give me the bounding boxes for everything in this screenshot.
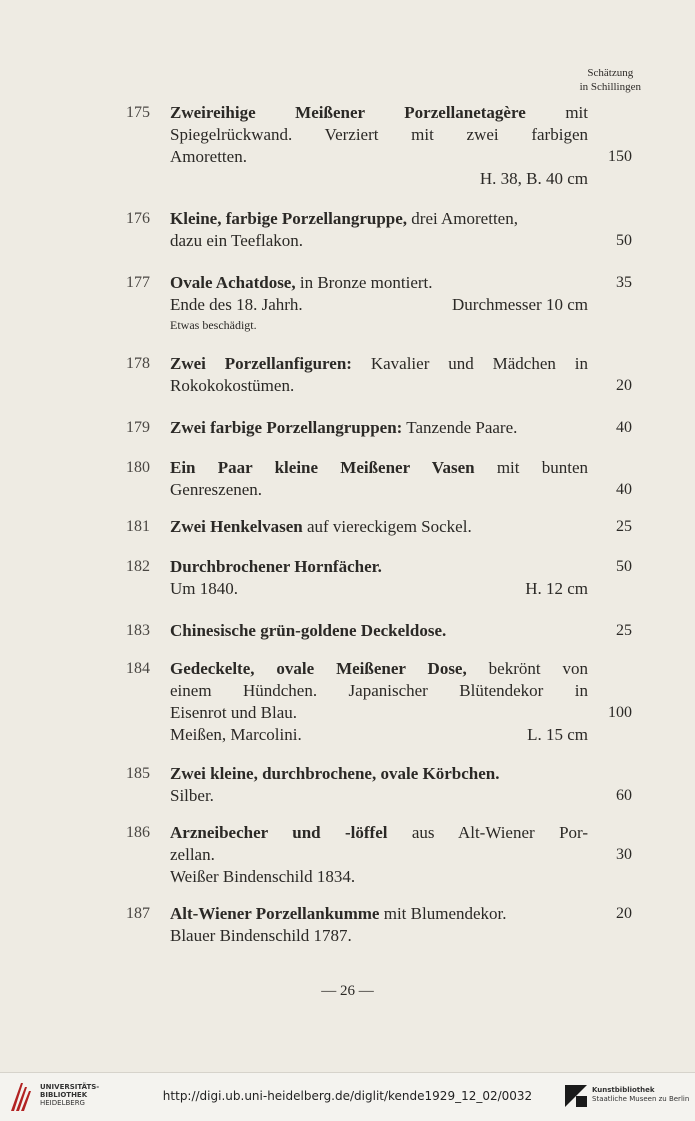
- entry-title: Kleine, farbige Porzellangruppe,: [170, 209, 408, 228]
- entry-price: 20: [616, 905, 632, 922]
- entry-price: 50: [616, 558, 632, 575]
- kunstbibliothek-logo-icon: [565, 1085, 587, 1107]
- entry-title: Durchbrochener Hornfächer.: [170, 557, 382, 576]
- entry-title: Zwei Porzellanfiguren:: [170, 354, 352, 373]
- entry-description: Genreszenen.: [170, 480, 263, 499]
- entry-title: Zwei kleine, durchbrochene, ovale Körbchen.: [170, 764, 500, 783]
- entry-number: 176: [126, 210, 150, 227]
- entry-title: Ovale Achatdose,: [170, 273, 296, 292]
- entry-number: 182: [126, 558, 150, 575]
- page-number: — 26 —: [321, 983, 374, 999]
- entry-dimensions: L. 15 cm: [527, 725, 588, 744]
- ub-line-2: BIBLIOTHEK: [40, 1091, 88, 1099]
- entry-number: 177: [126, 274, 150, 291]
- entry-number: 175: [126, 104, 150, 121]
- entry-text: aus Alt-Wiener Por-: [387, 823, 588, 842]
- entry-price: 40: [616, 481, 632, 498]
- entry-title-line: [170, 516, 588, 538]
- entry-title-line: [170, 457, 588, 479]
- entry-price: 100: [608, 704, 632, 721]
- entry-price: 25: [616, 518, 632, 535]
- kunstbibliothek-name: [592, 1086, 689, 1104]
- entry-text: mit: [525, 103, 588, 122]
- entry-mark: Blauer Bindenschild 1787.: [170, 926, 352, 945]
- entry-price: 60: [616, 787, 632, 804]
- entry-title-line: [170, 658, 588, 680]
- entry-title-line: [170, 272, 588, 294]
- digitization-footer: [0, 1072, 695, 1121]
- entry-number: 179: [126, 419, 150, 436]
- entry-number: 181: [126, 518, 150, 535]
- header-line-1: Schätzung: [587, 67, 634, 79]
- entry-text: drei Amoretten,: [407, 209, 518, 228]
- entry-title: Arzneibecher und -löffel: [170, 823, 388, 842]
- entry-text: mit bunten: [474, 458, 588, 477]
- entry-text: bekrönt von: [466, 659, 588, 678]
- entry-price: 35: [616, 274, 632, 291]
- entry-number: 186: [126, 824, 150, 841]
- entry-description: Eisenrot und Blau.: [170, 703, 298, 722]
- header-line-2: in Schillingen: [579, 81, 641, 93]
- permalink-url[interactable]: http://digi.ub.uni-heidelberg.de/diglit/kende1929_12_02/0032: [162, 1089, 533, 1103]
- entry-text: mit Blumendekor.: [379, 904, 507, 923]
- price-column-header: [580, 66, 641, 94]
- entry-date: Ende des 18. Jahrh.: [170, 295, 303, 314]
- entry-title: Ein Paar kleine Meißener Vasen: [170, 458, 475, 477]
- entry-title: Chinesische grün-goldene Deckeldose.: [170, 621, 447, 640]
- entry-description: Amoretten.: [170, 147, 247, 166]
- entry-dimensions: H. 12 cm: [525, 579, 588, 598]
- entry-number: 187: [126, 905, 150, 922]
- entry-title: Zwei farbige Porzellangruppen:: [170, 418, 403, 437]
- entry-title-line: [170, 822, 588, 844]
- entry-number: 178: [126, 355, 150, 372]
- entry-title-line: [170, 102, 588, 124]
- entry-description: dazu ein Teeflakon.: [170, 231, 304, 250]
- entry-number: 185: [126, 765, 150, 782]
- entry-number: 180: [126, 459, 150, 476]
- ub-line-3: HEIDELBERG: [40, 1099, 85, 1107]
- entry-origin: Meißen, Marcolini.: [170, 725, 302, 744]
- entry-description: einem Hündchen. Japanischer Blütendekor in: [170, 681, 588, 700]
- entry-title-line: [170, 903, 588, 925]
- entry-description: zellan.: [170, 845, 215, 864]
- entry-text: auf viereckigem Sockel.: [302, 517, 472, 536]
- ub-line-1: UNIVERSITÄTS-: [40, 1083, 100, 1091]
- entry-number: 184: [126, 660, 150, 677]
- entry-mark: Weißer Bindenschild 1834.: [170, 867, 356, 886]
- entry-condition-note: Etwas beschädigt.: [170, 318, 257, 332]
- entry-title: Gedeckelte, ovale Meißener Dose,: [170, 659, 467, 678]
- entry-title-line: [170, 208, 588, 230]
- entry-title-line: [170, 417, 588, 439]
- kb-line-1: Kunstbibliothek: [592, 1086, 655, 1094]
- kb-line-2: Staatliche Museen zu Berlin: [592, 1095, 690, 1103]
- entry-price: 30: [616, 846, 632, 863]
- entry-dimensions: Durchmesser 10 cm: [452, 295, 588, 314]
- entry-date: Um 1840.: [170, 579, 238, 598]
- entry-dimensions: H. 38, B. 40 cm: [479, 169, 588, 188]
- entry-title: Zwei Henkelvasen: [170, 517, 303, 536]
- entry-price: 50: [616, 232, 632, 249]
- entry-detail-line: [170, 294, 588, 316]
- entry-title-line: [170, 620, 588, 642]
- entry-description: Rokokokostümen.: [170, 376, 295, 395]
- entry-description: Silber.: [170, 786, 214, 805]
- entry-price: 40: [616, 419, 632, 436]
- entry-number: 183: [126, 622, 150, 639]
- entry-title: Zweireihige Meißener Porzellanetagère: [170, 103, 526, 122]
- entry-title: Alt-Wiener Porzellankumme: [170, 904, 380, 923]
- entry-text: Tanzende Paare.: [402, 418, 518, 437]
- entry-title-line: [170, 763, 588, 785]
- entry-text: Kavalier und Mädchen in: [351, 354, 588, 373]
- entry-price: 150: [608, 148, 632, 165]
- entry-price: 25: [616, 622, 632, 639]
- entry-price: 20: [616, 377, 632, 394]
- entry-title-line: [170, 353, 588, 375]
- entry-text: in Bronze montiert.: [295, 273, 433, 292]
- entry-description: Spiegelrückwand. Verziert mit zwei farbigen: [170, 125, 588, 144]
- entry-detail-line: [170, 578, 588, 600]
- entry-detail-line: [170, 724, 588, 746]
- entry-title-line: [170, 556, 588, 578]
